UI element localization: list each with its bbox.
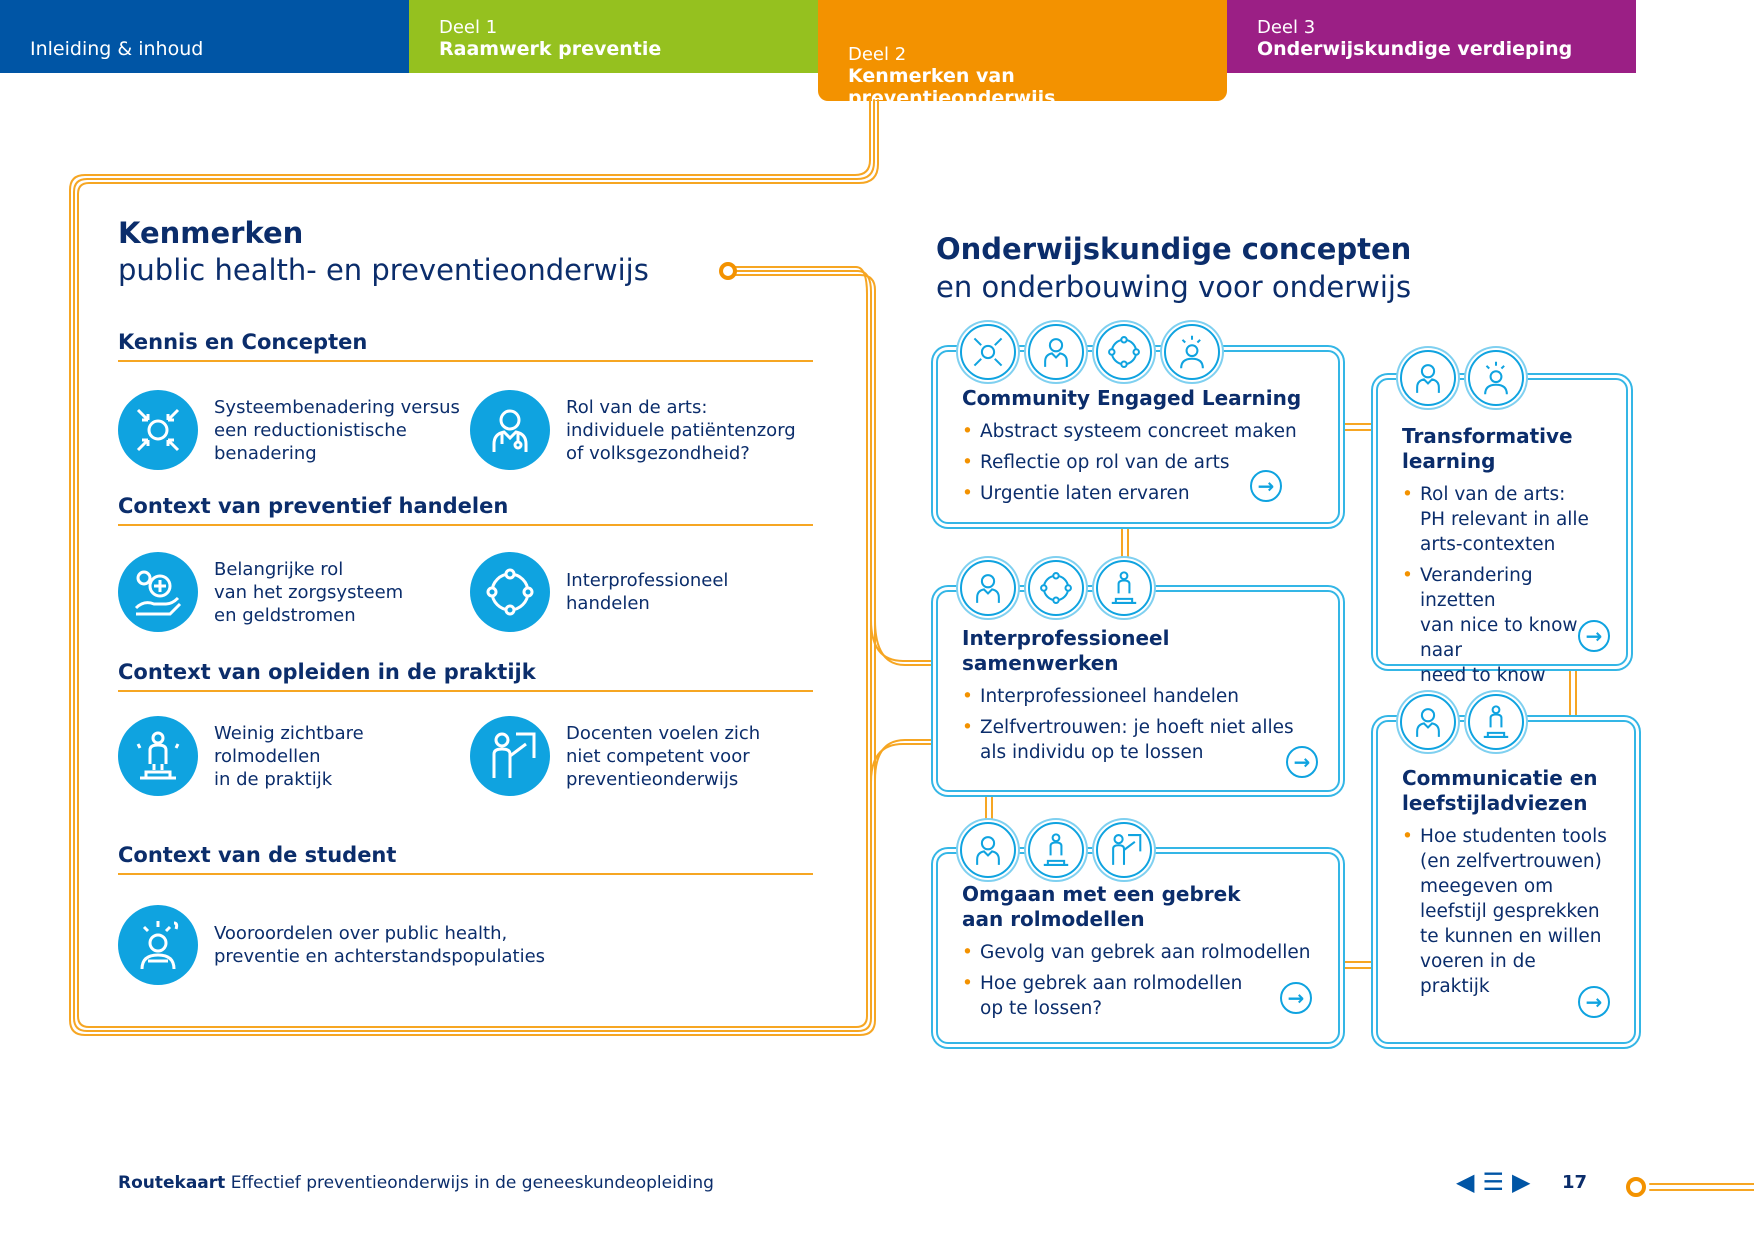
feature-item xyxy=(470,716,760,796)
card-bullets xyxy=(962,940,1320,1021)
feature-item xyxy=(118,390,460,470)
card-transformative-learning[interactable] xyxy=(1376,378,1628,686)
next-page-icon[interactable]: ▶ xyxy=(1511,1168,1531,1196)
card-icon-row xyxy=(960,560,1152,616)
card-bullet: • Gevolg van gebrek aan rolmodellen xyxy=(962,940,1320,965)
card-bullet: • Hoe studenten tools (en zelfvertrouwen) meegeven om leefstijl gesprekken te kunnen en willen voeren in de praktijk xyxy=(1402,824,1616,999)
feature-text: Belangrijke rol van het zorgsysteem en geldstromen xyxy=(214,558,404,626)
section-heading-opleiden: Context van opleiden in de praktijk xyxy=(118,660,813,692)
section-heading-preventief: Context van preventief handelen xyxy=(118,494,813,526)
tab-deel-2-number: Deel 2 xyxy=(848,44,907,65)
card-bullet: • Hoe gebrek aan rolmodellen op te lossen? xyxy=(962,971,1320,1021)
feature-item xyxy=(470,390,796,470)
arrow-right-icon[interactable]: → xyxy=(1578,986,1610,1018)
teacher-board-icon xyxy=(1096,822,1152,878)
previous-page-icon[interactable]: ◀ xyxy=(1456,1168,1475,1196)
role-model-podium-icon xyxy=(118,716,198,796)
confused-student-icon xyxy=(118,905,198,985)
role-model-podium-icon xyxy=(1096,560,1152,616)
page-navigation xyxy=(1456,1168,1530,1196)
right-panel-title: Onderwijskundige concepten xyxy=(936,232,1412,266)
doctor-icon xyxy=(1028,324,1084,380)
card-bullet: • Rol van de arts: PH relevant in alle arts-contexten xyxy=(1402,482,1608,557)
tab-deel-1-number: Deel 1 xyxy=(439,17,498,38)
feature-item xyxy=(470,552,728,632)
card-omgaan-gebrek-rolmodellen[interactable] xyxy=(936,852,1340,1044)
card-bullet: • Abstract systeem concreet maken xyxy=(962,419,1320,444)
tab-deel-2-title: Kenmerken van preventieonderwijs xyxy=(848,65,1056,109)
tab-deel-3[interactable] xyxy=(1227,0,1636,73)
card-bullet: • Verandering inzetten van nice to know naar need to know xyxy=(1402,563,1608,688)
tab-deel-1-title: Raamwerk preventie xyxy=(439,38,662,60)
interprofessional-circle-icon xyxy=(1028,560,1084,616)
left-panel-subtitle: public health- en preventieonderwijs xyxy=(118,253,649,287)
card-bullet: • Reflectie op rol van de arts xyxy=(962,450,1320,475)
confused-student-icon xyxy=(1164,324,1220,380)
tab-deel-3-number: Deel 3 xyxy=(1257,17,1316,38)
feature-item xyxy=(118,552,403,632)
teacher-board-icon xyxy=(470,716,550,796)
section-heading-kennis: Kennis en Concepten xyxy=(118,330,813,362)
card-bullet: • Zelfvertrouwen: je hoeft niet alles als individu op te lossen xyxy=(962,715,1320,765)
card-title: Communicatie en leefstijladviezen xyxy=(1402,766,1598,815)
card-title: Interprofessioneel samenwerken xyxy=(962,626,1170,675)
tab-intro[interactable] xyxy=(0,0,409,73)
arrow-right-icon[interactable]: → xyxy=(1286,746,1318,778)
feature-item xyxy=(118,716,364,796)
doctor-icon xyxy=(960,822,1016,878)
card-icon-row xyxy=(1400,694,1524,750)
card-communicatie-leefstijladviezen[interactable] xyxy=(1376,720,1636,1044)
interprofessional-circle-icon xyxy=(470,552,550,632)
tab-deel-3-title: Onderwijskundige verdieping xyxy=(1257,38,1573,60)
doctor-icon xyxy=(1400,694,1456,750)
footer-brand: Routekaart xyxy=(118,1173,226,1193)
card-bullet: • Urgentie laten ervaren xyxy=(962,481,1320,506)
card-title: Transformative learning xyxy=(1402,424,1573,473)
section-heading-student: Context van de student xyxy=(118,843,813,875)
footer-caption xyxy=(118,1173,714,1193)
card-icon-row xyxy=(960,822,1152,878)
right-panel-subtitle: en onderbouwing voor onderwijs xyxy=(936,270,1412,304)
card-bullets xyxy=(1402,824,1616,999)
card-title: Omgaan met een gebrek aan rolmodellen xyxy=(962,882,1241,931)
feature-text: Weinig zichtbare rolmodellen in de praktijk xyxy=(214,722,364,790)
interprofessional-circle-icon xyxy=(1096,324,1152,380)
role-model-podium-icon xyxy=(1028,822,1084,878)
left-panel-title: Kenmerken xyxy=(118,216,304,250)
tab-deel-1[interactable] xyxy=(409,0,818,73)
feature-text: Docenten voelen zich niet competent voor preventieonderwijs xyxy=(566,722,761,790)
tab-intro-label: Inleiding & inhoud xyxy=(30,38,204,60)
care-money-icon xyxy=(118,552,198,632)
menu-icon[interactable]: ☰ xyxy=(1482,1168,1504,1196)
card-title: Community Engaged Learning xyxy=(962,386,1302,410)
footer-text: Effectief preventieonderwijs in de geneeskundeopleiding xyxy=(225,1173,714,1193)
card-bullets xyxy=(1402,482,1608,688)
feature-text: Interprofessioneel handelen xyxy=(566,570,729,614)
card-icon-row xyxy=(960,324,1220,380)
arrow-right-icon[interactable]: → xyxy=(1280,982,1312,1014)
card-interprofessioneel-samenwerken[interactable] xyxy=(936,590,1340,792)
feature-text: Rol van de arts: individuele patiëntenzorg of volksgezondheid? xyxy=(566,396,796,464)
feature-text: Vooroordelen over public health, preventie en achterstandspopulaties xyxy=(214,923,546,967)
feature-text: Systeembenadering versus een reductionistische benadering xyxy=(214,396,460,464)
card-bullets xyxy=(962,684,1320,765)
card-icon-row xyxy=(1400,350,1524,406)
doctor-icon xyxy=(1400,350,1456,406)
system-approach-icon xyxy=(960,324,1016,380)
arrow-right-icon[interactable]: → xyxy=(1578,620,1610,652)
confused-student-icon xyxy=(1468,350,1524,406)
doctor-icon xyxy=(470,390,550,470)
page-number: 17 xyxy=(1562,1172,1588,1193)
system-approach-icon xyxy=(118,390,198,470)
feature-item xyxy=(118,905,545,985)
card-bullet: • Interprofessioneel handelen xyxy=(962,684,1320,709)
tab-deel-2[interactable] xyxy=(818,0,1227,109)
doctor-icon xyxy=(960,560,1016,616)
arrow-right-icon[interactable]: → xyxy=(1250,470,1282,502)
role-model-podium-icon xyxy=(1468,694,1524,750)
